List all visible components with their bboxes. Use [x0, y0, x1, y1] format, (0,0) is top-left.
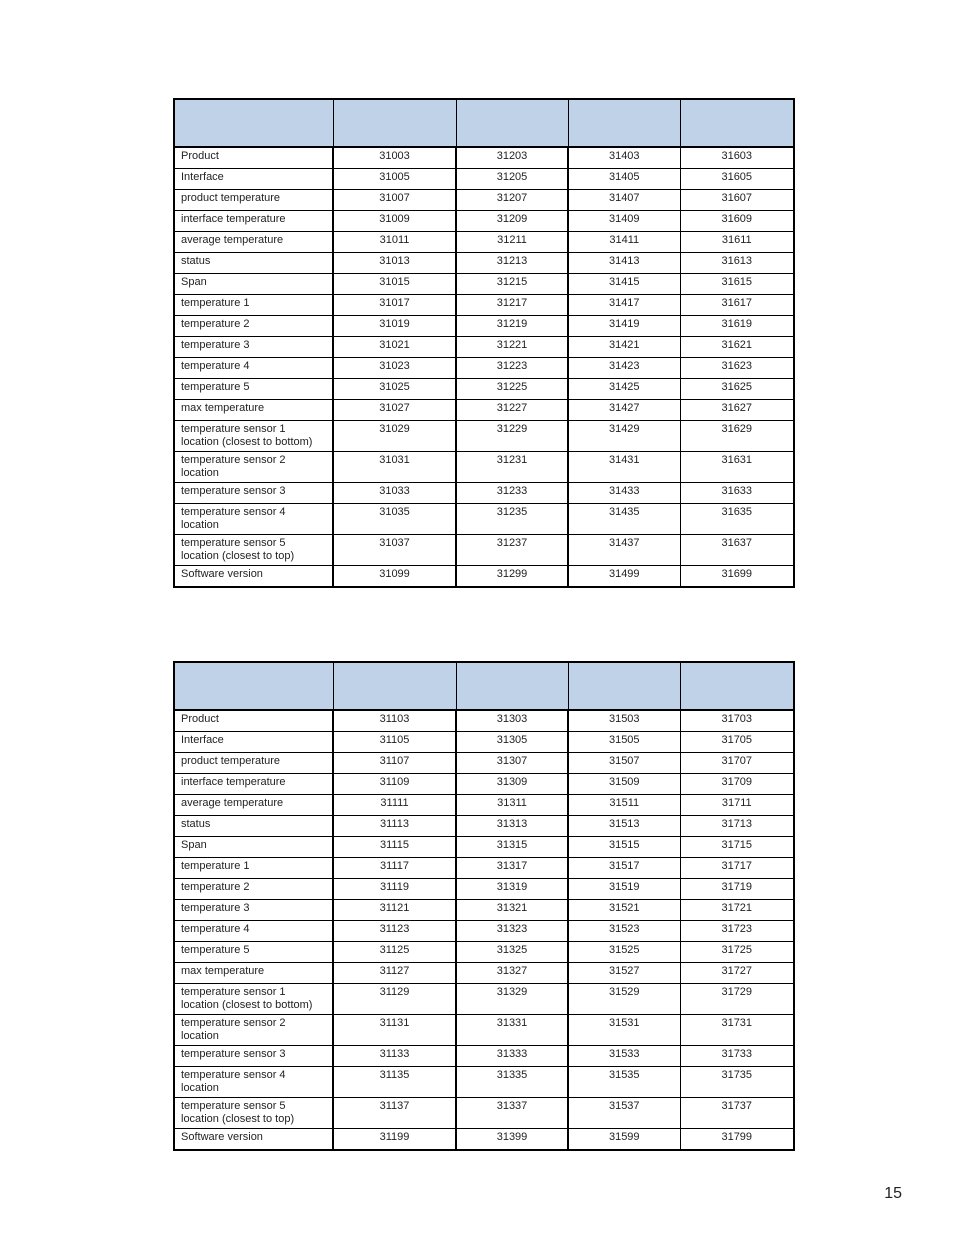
register-cell: 31215: [456, 274, 568, 295]
register-cell: 31537: [568, 1098, 680, 1129]
register-cell: 31637: [680, 535, 794, 566]
table-row: [174, 535, 794, 566]
register-cell: 31415: [568, 274, 680, 295]
register-cell: 31729: [680, 984, 794, 1015]
table-row: [174, 921, 794, 942]
register-cell: 31103: [333, 710, 456, 732]
table-row: [174, 942, 794, 963]
row-label-cell: temperature sensor 5 location (closest to top): [174, 1098, 333, 1129]
register-table-2: [173, 661, 795, 1151]
register-cell: 31407: [568, 190, 680, 211]
row-label-cell: temperature sensor 3: [174, 483, 333, 504]
table-row: [174, 274, 794, 295]
row-label-cell: temperature sensor 3: [174, 1046, 333, 1067]
register-cell: 31035: [333, 504, 456, 535]
register-cell: 31037: [333, 535, 456, 566]
register-cell: 31309: [456, 774, 568, 795]
table-row: [174, 1046, 794, 1067]
register-cell: 31429: [568, 421, 680, 452]
table-row: [174, 452, 794, 483]
register-cell: 31609: [680, 211, 794, 232]
register-cell: 31627: [680, 400, 794, 421]
table-row: [174, 837, 794, 858]
table-row: [174, 984, 794, 1015]
register-cell: 31533: [568, 1046, 680, 1067]
register-cell: 31329: [456, 984, 568, 1015]
table-row: [174, 963, 794, 984]
register-cell: 31223: [456, 358, 568, 379]
register-cell: 31313: [456, 816, 568, 837]
row-label-cell: temperature 3: [174, 900, 333, 921]
table-row: [174, 753, 794, 774]
table-row: [174, 879, 794, 900]
register-cell: 31413: [568, 253, 680, 274]
table-body: [174, 710, 794, 1150]
register-cell: 31123: [333, 921, 456, 942]
register-cell: 31099: [333, 566, 456, 588]
register-cell: 31631: [680, 452, 794, 483]
register-cell: 31521: [568, 900, 680, 921]
row-label-cell: temperature sensor 2 location: [174, 1015, 333, 1046]
register-cell: 31011: [333, 232, 456, 253]
register-cell: 31431: [568, 452, 680, 483]
row-label-cell: Product: [174, 147, 333, 169]
register-cell: 31227: [456, 400, 568, 421]
register-cell: 31299: [456, 566, 568, 588]
register-cell: 31725: [680, 942, 794, 963]
register-cell: 31229: [456, 421, 568, 452]
table-row: [174, 1067, 794, 1098]
register-cell: 31119: [333, 879, 456, 900]
register-cell: 31517: [568, 858, 680, 879]
register-cell: 31405: [568, 169, 680, 190]
table-header-row: [174, 99, 794, 147]
register-cell: 31403: [568, 147, 680, 169]
table-row: [174, 483, 794, 504]
row-label-cell: temperature sensor 4 location: [174, 504, 333, 535]
register-cell: 31425: [568, 379, 680, 400]
register-cell: 31027: [333, 400, 456, 421]
register-cell: 31535: [568, 1067, 680, 1098]
register-table-1: [173, 98, 795, 588]
register-cell: 31013: [333, 253, 456, 274]
register-cell: 31225: [456, 379, 568, 400]
row-label-cell: interface temperature: [174, 211, 333, 232]
header-cell: [456, 99, 568, 147]
register-cell: 31235: [456, 504, 568, 535]
row-label-cell: temperature sensor 5 location (closest to top): [174, 535, 333, 566]
table-row: [174, 795, 794, 816]
row-label-cell: product temperature: [174, 753, 333, 774]
register-cell: 31713: [680, 816, 794, 837]
register-cell: 31311: [456, 795, 568, 816]
register-cell: 31029: [333, 421, 456, 452]
row-label-cell: temperature 4: [174, 921, 333, 942]
row-label-cell: temperature sensor 2 location: [174, 452, 333, 483]
register-cell: 31327: [456, 963, 568, 984]
register-cell: 31629: [680, 421, 794, 452]
register-cell: 31509: [568, 774, 680, 795]
header-cell: [568, 662, 680, 710]
register-cell: 31417: [568, 295, 680, 316]
row-label-cell: Interface: [174, 732, 333, 753]
register-cell: 31007: [333, 190, 456, 211]
row-label-cell: Software version: [174, 566, 333, 588]
table-row: [174, 421, 794, 452]
register-cell: 31015: [333, 274, 456, 295]
register-cell: 31205: [456, 169, 568, 190]
register-cell: 31135: [333, 1067, 456, 1098]
register-cell: 31117: [333, 858, 456, 879]
register-cell: 31733: [680, 1046, 794, 1067]
register-cell: 31721: [680, 900, 794, 921]
register-cell: 31305: [456, 732, 568, 753]
register-cell: 31021: [333, 337, 456, 358]
row-label-cell: status: [174, 253, 333, 274]
register-cell: 31711: [680, 795, 794, 816]
register-cell: 31137: [333, 1098, 456, 1129]
table-row: [174, 710, 794, 732]
register-cell: 31519: [568, 879, 680, 900]
register-cell: 31409: [568, 211, 680, 232]
row-label-cell: interface temperature: [174, 774, 333, 795]
row-label-cell: Span: [174, 837, 333, 858]
table-row: [174, 295, 794, 316]
header-cell: [680, 99, 794, 147]
register-cell: 31207: [456, 190, 568, 211]
row-label-cell: Software version: [174, 1129, 333, 1151]
register-cell: 31717: [680, 858, 794, 879]
register-cell: 31523: [568, 921, 680, 942]
register-cell: 31213: [456, 253, 568, 274]
register-cell: 31009: [333, 211, 456, 232]
register-cell: 31613: [680, 253, 794, 274]
register-cell: 31599: [568, 1129, 680, 1151]
header-cell: [174, 662, 333, 710]
row-label-cell: temperature 1: [174, 295, 333, 316]
table-row: [174, 1129, 794, 1151]
register-cell: 31331: [456, 1015, 568, 1046]
register-cell: 31127: [333, 963, 456, 984]
table-row: [174, 900, 794, 921]
register-cell: 31503: [568, 710, 680, 732]
table-header-row: [174, 662, 794, 710]
register-cell: 31323: [456, 921, 568, 942]
table-row: [174, 1098, 794, 1129]
row-label-cell: temperature 1: [174, 858, 333, 879]
register-cell: 31125: [333, 942, 456, 963]
register-cell: 31619: [680, 316, 794, 337]
row-label-cell: average temperature: [174, 795, 333, 816]
register-cell: 31121: [333, 900, 456, 921]
register-cell: 31617: [680, 295, 794, 316]
register-cell: 31211: [456, 232, 568, 253]
register-cell: 31705: [680, 732, 794, 753]
register-cell: 31703: [680, 710, 794, 732]
register-cell: 31625: [680, 379, 794, 400]
table-row: [174, 253, 794, 274]
register-cell: 31423: [568, 358, 680, 379]
row-label-cell: average temperature: [174, 232, 333, 253]
row-label-cell: Interface: [174, 169, 333, 190]
row-label-cell: status: [174, 816, 333, 837]
page-number: 15: [884, 1185, 902, 1202]
register-cell: 31433: [568, 483, 680, 504]
row-label-cell: temperature 4: [174, 358, 333, 379]
register-cell: 31217: [456, 295, 568, 316]
table-row: [174, 816, 794, 837]
row-label-cell: temperature sensor 1 location (closest to bottom): [174, 421, 333, 452]
register-cell: 31023: [333, 358, 456, 379]
table-row: [174, 232, 794, 253]
register-cell: 31727: [680, 963, 794, 984]
register-cell: 31005: [333, 169, 456, 190]
table-row: [174, 358, 794, 379]
register-cell: 31531: [568, 1015, 680, 1046]
register-cell: 31337: [456, 1098, 568, 1129]
row-label-cell: temperature 3: [174, 337, 333, 358]
register-cell: 31735: [680, 1067, 794, 1098]
register-cell: 31321: [456, 900, 568, 921]
register-cell: 31233: [456, 483, 568, 504]
register-cell: 31511: [568, 795, 680, 816]
row-label-cell: temperature 2: [174, 879, 333, 900]
table-row: [174, 190, 794, 211]
register-cell: 31527: [568, 963, 680, 984]
register-cell: 31611: [680, 232, 794, 253]
register-cell: 31699: [680, 566, 794, 588]
register-cell: 31199: [333, 1129, 456, 1151]
header-cell: [456, 662, 568, 710]
register-cell: 31031: [333, 452, 456, 483]
row-label-cell: temperature 5: [174, 379, 333, 400]
register-cell: 31737: [680, 1098, 794, 1129]
table-row: [174, 337, 794, 358]
register-cell: 31237: [456, 535, 568, 566]
row-label-cell: temperature sensor 1 location (closest to bottom): [174, 984, 333, 1015]
table-body: [174, 147, 794, 587]
register-cell: 31525: [568, 942, 680, 963]
row-label-cell: max temperature: [174, 963, 333, 984]
table-row: [174, 169, 794, 190]
register-cell: 31221: [456, 337, 568, 358]
table-row: [174, 504, 794, 535]
register-cell: 31303: [456, 710, 568, 732]
register-cell: 31231: [456, 452, 568, 483]
register-cell: 31529: [568, 984, 680, 1015]
register-cell: 31333: [456, 1046, 568, 1067]
register-cell: 31025: [333, 379, 456, 400]
register-cell: 31317: [456, 858, 568, 879]
row-label-cell: Product: [174, 710, 333, 732]
register-cell: 31605: [680, 169, 794, 190]
table-row: [174, 400, 794, 421]
register-cell: 31731: [680, 1015, 794, 1046]
register-cell: 31707: [680, 753, 794, 774]
table-row: [174, 211, 794, 232]
table-row: [174, 147, 794, 169]
register-cell: 31111: [333, 795, 456, 816]
table-row: [174, 566, 794, 588]
table-row: [174, 774, 794, 795]
register-cell: 31107: [333, 753, 456, 774]
header-cell: [680, 662, 794, 710]
register-cell: 31109: [333, 774, 456, 795]
register-cell: 31411: [568, 232, 680, 253]
row-label-cell: Span: [174, 274, 333, 295]
row-label-cell: temperature 5: [174, 942, 333, 963]
register-cell: 31607: [680, 190, 794, 211]
register-cell: 31623: [680, 358, 794, 379]
register-cell: 31017: [333, 295, 456, 316]
row-label-cell: max temperature: [174, 400, 333, 421]
register-cell: 31131: [333, 1015, 456, 1046]
register-cell: 31133: [333, 1046, 456, 1067]
register-cell: 31335: [456, 1067, 568, 1098]
register-cell: 31209: [456, 211, 568, 232]
register-cell: 31421: [568, 337, 680, 358]
register-cell: 31615: [680, 274, 794, 295]
register-cell: 31435: [568, 504, 680, 535]
register-cell: 31507: [568, 753, 680, 774]
row-label-cell: temperature sensor 4 location: [174, 1067, 333, 1098]
register-cell: 31719: [680, 879, 794, 900]
register-cell: 31515: [568, 837, 680, 858]
register-cell: 31437: [568, 535, 680, 566]
register-cell: 31315: [456, 837, 568, 858]
register-cell: 31505: [568, 732, 680, 753]
register-cell: 31003: [333, 147, 456, 169]
header-cell: [333, 99, 456, 147]
register-cell: 31113: [333, 816, 456, 837]
table-row: [174, 379, 794, 400]
table-row: [174, 1015, 794, 1046]
register-cell: 31033: [333, 483, 456, 504]
register-cell: 31219: [456, 316, 568, 337]
register-cell: 31603: [680, 147, 794, 169]
register-cell: 31513: [568, 816, 680, 837]
register-cell: 31129: [333, 984, 456, 1015]
table-row: [174, 316, 794, 337]
register-cell: 31115: [333, 837, 456, 858]
register-cell: 31633: [680, 483, 794, 504]
register-cell: 31799: [680, 1129, 794, 1151]
table-row: [174, 858, 794, 879]
register-cell: 31715: [680, 837, 794, 858]
register-cell: 31499: [568, 566, 680, 588]
register-cell: 31709: [680, 774, 794, 795]
register-cell: 31419: [568, 316, 680, 337]
register-cell: 31325: [456, 942, 568, 963]
header-cell: [333, 662, 456, 710]
register-cell: 31621: [680, 337, 794, 358]
row-label-cell: product temperature: [174, 190, 333, 211]
row-label-cell: temperature 2: [174, 316, 333, 337]
header-cell: [568, 99, 680, 147]
register-cell: 31203: [456, 147, 568, 169]
register-cell: 31399: [456, 1129, 568, 1151]
table-row: [174, 732, 794, 753]
register-cell: 31105: [333, 732, 456, 753]
register-cell: 31019: [333, 316, 456, 337]
register-cell: 31635: [680, 504, 794, 535]
register-cell: 31723: [680, 921, 794, 942]
register-cell: 31307: [456, 753, 568, 774]
header-cell: [174, 99, 333, 147]
register-cell: 31319: [456, 879, 568, 900]
register-cell: 31427: [568, 400, 680, 421]
